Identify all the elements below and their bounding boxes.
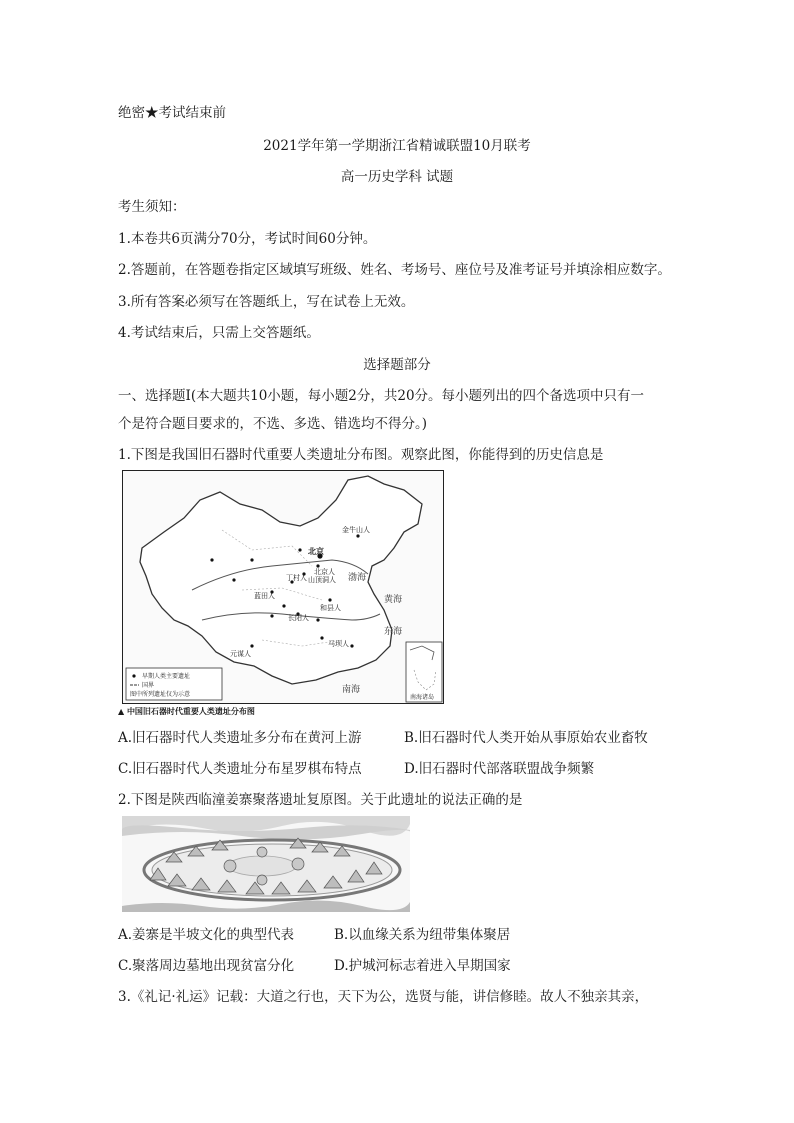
notice-item-3: 3.所有答案必须写在答题纸上，写在试卷上无效。 bbox=[118, 294, 415, 310]
notice-item-4: 4.考试结束后，只需上交答题纸。 bbox=[118, 325, 320, 341]
q2-option-d[interactable]: D.护城河标志着进入早期国家 bbox=[334, 958, 511, 974]
q1-option-d[interactable]: D.旧石器时代部落联盟战争频繁 bbox=[404, 761, 595, 777]
subject-title: 高一历史学科 试题 bbox=[340, 169, 454, 185]
notice-item-2: 2.答题前，在答题卷指定区域填写班级、姓名、考场号、座位号及准考证号并填涂相应数字。 bbox=[118, 262, 671, 278]
label-donghai: 东海 bbox=[384, 627, 403, 637]
question-2-stem: 2.下图是陕西临潼姜寨聚落遗址复原图。关于此遗址的说法正确的是 bbox=[118, 792, 523, 808]
q2-option-b[interactable]: B.以血缘关系为纽带集体聚居 bbox=[334, 927, 511, 943]
section-instruction-line2: 个是符合题目要求的，不选、多选、错选均不得分。) bbox=[118, 416, 428, 432]
label-shandingdong: 山顶洞人 bbox=[308, 576, 336, 584]
map-svg bbox=[122, 470, 444, 704]
map-legend bbox=[126, 668, 222, 700]
label-lantian: 蓝田人 bbox=[254, 592, 275, 600]
section-title: 选择题部分 bbox=[363, 357, 431, 373]
secrecy-mark: 绝密★考试结束前 bbox=[118, 105, 226, 121]
q1-option-b[interactable]: B.旧石器时代人类开始从事原始农业畜牧 bbox=[404, 730, 648, 746]
label-nanhai-islands: 南海诸岛 bbox=[410, 694, 435, 701]
q2-option-c[interactable]: C.聚落周边墓地出现贫富分化 bbox=[118, 958, 295, 974]
label-hexian: 和县人 bbox=[320, 604, 341, 612]
question-1-stem: 1.下图是我国旧石器时代重要人类遗址分布图。观察此图，你能得到的历史信息是 bbox=[118, 447, 604, 463]
label-maba: 马坝人 bbox=[328, 640, 349, 648]
q1-option-a[interactable]: A.旧石器时代人类遗址多分布在黄河上游 bbox=[118, 730, 362, 746]
notice-heading: 考生须知： bbox=[118, 199, 186, 215]
q1-option-c[interactable]: C.旧石器时代人类遗址分布星罗棋布特点 bbox=[118, 761, 362, 777]
label-dingcun: 丁村人 bbox=[286, 574, 307, 582]
label-beijingren: 北京人 bbox=[314, 568, 335, 576]
legend-sites: 早期人类主要遗址 bbox=[142, 673, 191, 680]
question-3-stem: 3.《礼记·礼运》记载：大道之行也，天下为公，选贤与能，讲信修睦。故人不独亲其亲， bbox=[118, 989, 649, 1005]
exam-title: 2021学年第一学期浙江省精诚联盟10月联考 bbox=[263, 138, 531, 154]
village-svg bbox=[122, 816, 410, 912]
label-changyang: 长阳人 bbox=[288, 614, 309, 622]
map-caption: ▲ 中国旧石器时代重要人类遗址分布图 bbox=[118, 707, 255, 716]
label-bohai: 渤海 bbox=[348, 573, 367, 583]
label-beijing: 北京 bbox=[308, 547, 324, 556]
label-yuanmou: 元谋人 bbox=[230, 650, 251, 658]
label-jinniushan: 金牛山人 bbox=[342, 526, 370, 534]
jiangzhai-village-illustration bbox=[122, 816, 410, 912]
section-instruction-line1: 一、选择题Ⅰ(本大题共10小题，每小题2分，共20分。每小题列出的四个备选项中只有一 bbox=[118, 388, 645, 404]
south-sea-inset bbox=[406, 642, 442, 702]
china-paleolithic-map bbox=[122, 470, 444, 704]
notice-item-1: 1.本卷共6页满分70分，考试时间60分钟。 bbox=[118, 231, 377, 247]
label-huanghai: 黄海 bbox=[384, 595, 403, 605]
legend-note: 图中所列遗址仅为示意 bbox=[130, 691, 191, 698]
legend-border: 国界 bbox=[142, 682, 155, 689]
label-nanhai: 南海 bbox=[342, 685, 361, 695]
q2-option-a[interactable]: A.姜寨是半坡文化的典型代表 bbox=[118, 927, 295, 943]
